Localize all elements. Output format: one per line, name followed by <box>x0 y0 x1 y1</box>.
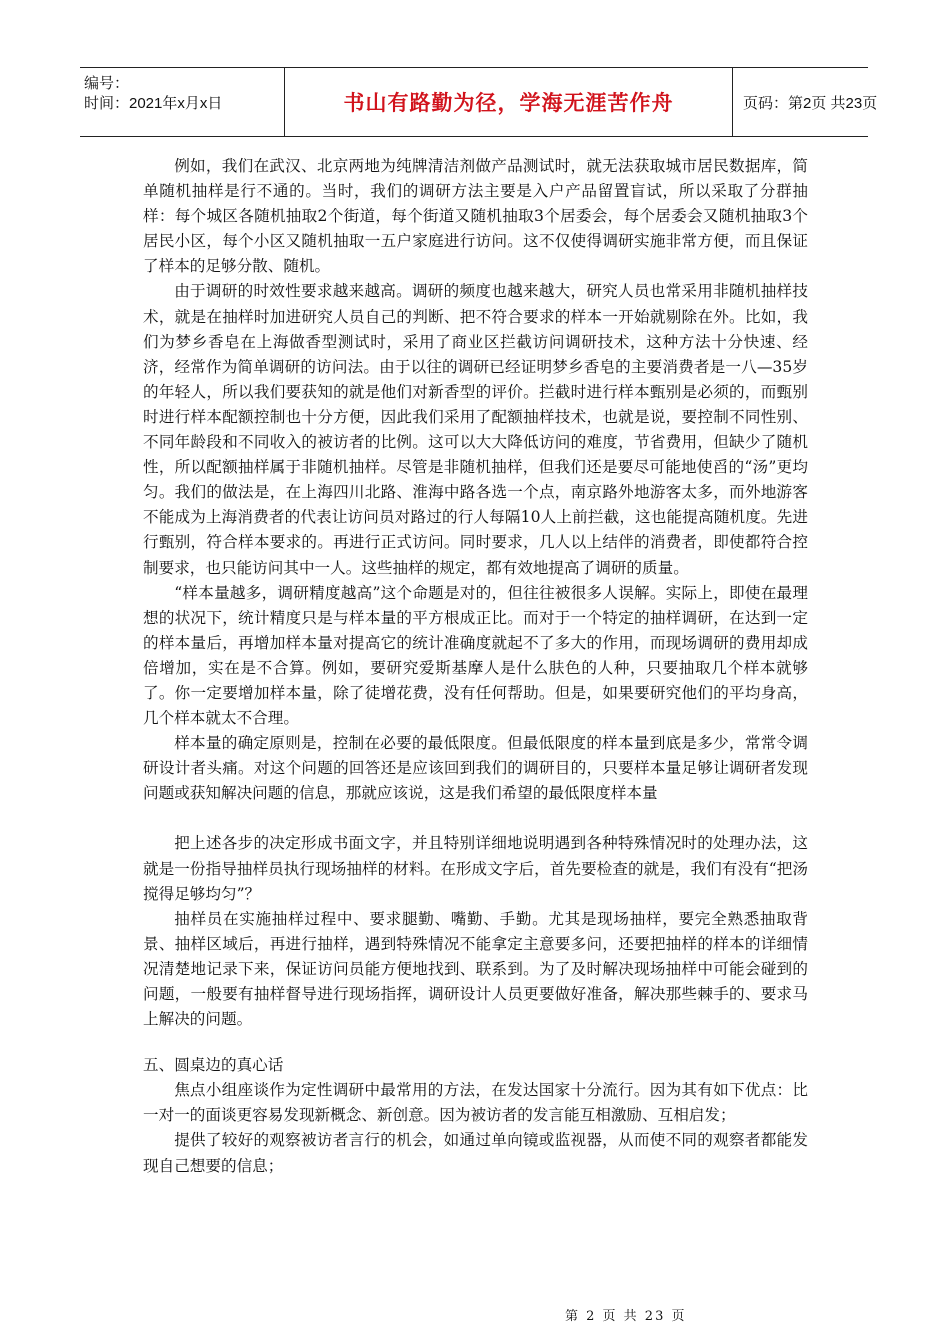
page-header <box>80 67 878 137</box>
paragraph: 例如，我们在武汉、北京两地为纯牌清洁剂做产品测试时，就无法获取城市居民数据库，简单随机抽样是行不通的。当时，我们的调研方法主要是入户产品留置盲试，所以采取了分群抽样：每个城区各随机抽取2个街道，每个街道又随机抽取3个居委会，每个居委会又随机抽取3个居民小区，每个小区又随机抽取一五户家庭进行访问。这不仅使得调研实施非常方便，而且保证了样本的足够分散、随机。 <box>143 157 808 276</box>
header-motto: 书山有路勤为径，学海无涯苦作舟 <box>343 91 674 115</box>
paragraph: 样本量的确定原则是，控制在必要的最低限度。但最低限度的样本量到底是多少，常常令调研设计者头痛。对这个问题的回答还是应该回到我们的调研目的，只要样本量足够让调研者发现问题或获知解决问题的信息，那就应该说，这是我们希望的最低限度样本量 <box>143 734 808 803</box>
paragraph: 由于调研的时效性要求越来越高。调研的频度也越来越大，研究人员也常采用非随机抽样技术，就是在抽样时加进研究人员自己的判断、把不符合要求的样本一开始就剔除在外。比如，我们为梦乡香皂在上海做香型测试时，采用了商业区拦截访问调研技术，这种方法十分快速、经济，经常作为简单调研的访问法。由于以往的调研已经证明梦乡香皂的主要消费者是一八—35岁的年轻人，所以我们要获知的就是他们对新香型的评价。拦截时进行样本甄别是必须的，而甄别时进行样本配额控制也十分方便，因此我们采用了配额抽样技术，也就是说，要控制不同性别、不同年龄段和不同收入的被访者的比例。这可以大大降低访问的难度，节省费用，但缺少了随机性，所以配额抽样属于非随机抽样。尽管是非随机抽样，但我们还是要尽可能地使舀的“汤”更均匀。我们的做法是，在上海四川北路、淮海中路各选一个点，南京路外地游客太多，而外地游客不能成为上海消费者的代表让访问员对路过的行人每隔10人上前拦截，这也能提高随机度。先进行甄别，符合样本要求的。再进行正式访问。同时要求，几人以上结伴的消费者，即使都符合控制要求，也只能访问其中一人。这些抽样的规定，都有效地提高了调研的质量。 <box>143 282 808 577</box>
header-motto-cell <box>285 68 733 136</box>
paragraph: 提供了较好的观察被访者言行的机会，如通过单向镜或监视器，从而使不同的观察者都能发现自己想要的信息； <box>143 1131 808 1175</box>
header-page-cell <box>733 68 878 136</box>
section-heading: 五、圆桌边的真心话 <box>143 1056 284 1075</box>
paragraph: 抽样员在实施抽样过程中、要求腿勤、嘴勤、手勤。尤其是现场抽样，要完全熟悉抽取背景、抽样区域后，再进行抽样，遇到特殊情况不能拿定主意要多问，还要把抽样的样本的详细情况清楚地记录下来，保证访问员能方便地找到、联系到。为了及时解决现场抽样中可能会碰到的问题，一般要有抽样督导进行现场指挥，调研设计人员更要做好准备，解决那些棘手的、要求马上解决的问题。 <box>143 909 808 1029</box>
doc-date-label: 时间：2021年x月x日 <box>84 95 223 112</box>
header-page-code: 页码：第2页 共23页 <box>743 94 878 112</box>
paragraph: 焦点小组座谈作为定性调研中最常用的方法，在发达国家十分流行。因为其有如下优点：比一对一的面谈更容易发现新概念、新创意。因为被访者的发言能互相激励、互相启发； <box>143 1081 808 1125</box>
paragraph: “样本量越多，调研精度越高”这个命题是对的，但往往被很多人误解。实际上，即使在最理想的状况下，统计精度只是与样本量的平方根成正比。而对于一个特定的抽样调研，在达到一定的样本量后，再增加样本量对提高它的统计准确度就起不了多大的作用，而现场调研的费用却成倍增加，实在是不合算。例如，要研究爱斯基摩人是什么肤色的人种，只要抽取几个样本就够了。你一定要增加样本量，除了徒增花费，没有任何帮助。但是，如果要研究他们的平均身高，几个样本就太不合理。 <box>143 583 808 728</box>
header-meta-cell <box>80 68 285 136</box>
page-footer: 第 2 页 共 23 页 <box>565 1309 687 1324</box>
paragraph: 把上述各步的决定形成书面文字，并且特别详细地说明遇到各种特殊情况时的处理办法，这就是一份指导抽样员执行现场抽样的材料。在形成文字后，首先要检查的就是，我们有没有“把汤搅得足够均匀”？ <box>143 834 808 903</box>
paragraph-gap <box>143 1032 808 1053</box>
document-body <box>143 154 808 1179</box>
paragraph-gap <box>143 806 808 831</box>
doc-number-label: 编号： <box>84 75 130 92</box>
